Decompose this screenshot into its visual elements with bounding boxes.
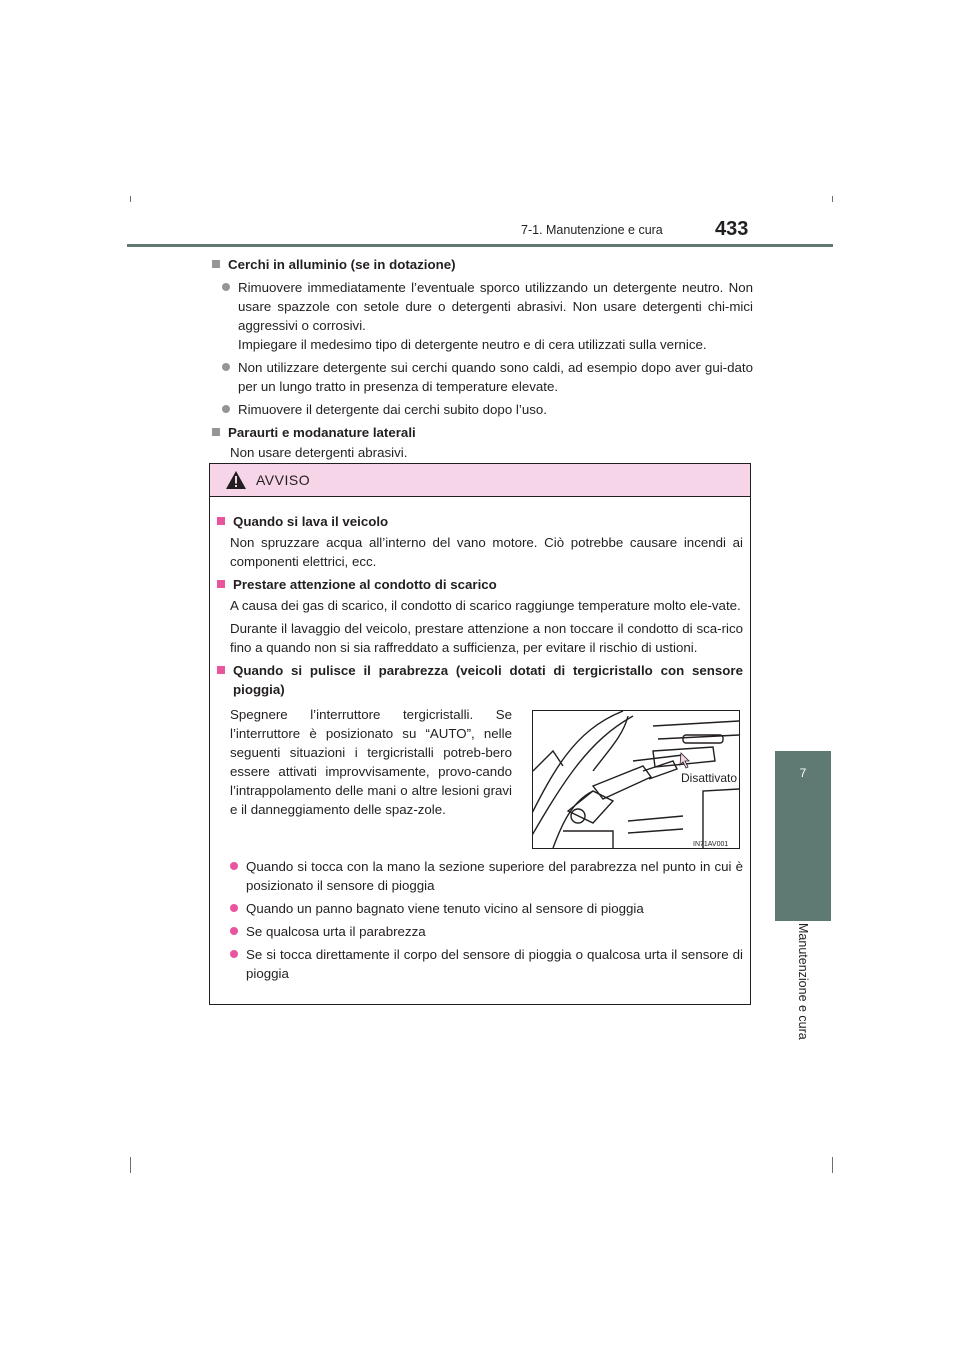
warning-heading-2: Prestare attenzione al condotto di scarico — [233, 577, 497, 592]
alloy-bullet-1-extra: Impiegare il medesimo tipo di detergente neutro e di cera utilizzati sulla vernice. — [238, 337, 707, 352]
figure-section — [217, 705, 743, 853]
alloy-bullet-1: Rimuovere immediatamente l’eventuale sporco utilizzando un detergente neutro. Non usare spazzole con setole dure o detergenti abrasivi. Non usare detergenti chi-mici aggressivi o corrosivi. — [238, 280, 753, 333]
warning-text: Durante il lavaggio del veicolo, prestare attenzione a non toccare il condotto di sca-rico fino a quando non si sia raffreddato a sufficienza, per evitare il rischio di ustioni. — [230, 621, 743, 655]
square-bullet-icon — [212, 260, 220, 268]
chapter-number: 7 — [799, 766, 807, 780]
warning-bullet-4: Se si tocca direttamente il corpo del sensore di pioggia o qualcosa urta il sensore di pioggia — [246, 947, 743, 981]
warning-bullet-3: Se qualcosa urta il parabrezza — [246, 924, 426, 939]
warning-heading-row — [217, 512, 743, 531]
warning-heading-row — [217, 661, 743, 699]
circle-bullet-icon — [230, 950, 238, 958]
chapter-tab — [775, 751, 831, 921]
circle-bullet-icon — [222, 405, 230, 413]
main-content — [212, 252, 753, 462]
warning-triangle-icon — [225, 470, 247, 490]
warning-bullet-2: Quando un panno bagnato viene tenuto vicino al sensore di pioggia — [246, 901, 644, 916]
page-number: 433 — [715, 218, 749, 240]
figure-label: Disattivato — [681, 771, 738, 785]
warning-bullet-1: Quando si tocca con la mano la sezione superiore del parabrezza nel punto in cui è posizionato il sensore di pioggia — [246, 859, 743, 893]
bumper-heading-row — [212, 423, 753, 442]
alloy-bullet-2: Non utilizzare detergente sui cerchi quando sono caldi, ad esempio dopo aver gui-dato per un lungo tratto in presenza di temperature elevate. — [238, 360, 753, 394]
square-bullet-icon — [217, 580, 225, 588]
warning-header — [210, 464, 750, 497]
bumper-heading: Paraurti e modanature laterali — [228, 425, 416, 440]
square-bullet-icon — [217, 666, 225, 674]
crop-mark — [832, 196, 833, 202]
wiper-switch-figure — [532, 710, 740, 849]
list-item — [222, 358, 753, 396]
warning-body — [217, 508, 743, 983]
list-item — [230, 945, 743, 983]
alloy-heading-row — [212, 255, 753, 274]
crop-mark — [832, 1157, 833, 1173]
list-item — [222, 400, 753, 419]
circle-bullet-icon — [230, 862, 238, 870]
circle-bullet-icon — [222, 283, 230, 291]
circle-bullet-icon — [222, 363, 230, 371]
figure-code: IN71AV001 — [693, 841, 729, 848]
list-item — [230, 899, 743, 918]
list-item — [230, 857, 743, 895]
crop-mark — [130, 1157, 131, 1173]
crop-mark — [130, 196, 131, 202]
warning-heading-row — [217, 575, 743, 594]
warning-heading-3: Quando si pulisce il parabrezza (veicoli dotati di tergicristallo con sensore pioggia) — [233, 663, 743, 697]
warning-title: AVVISO — [256, 472, 311, 488]
warning-box — [209, 463, 751, 1005]
bumper-text: Non usare detergenti abrasivi. — [230, 445, 408, 460]
warning-text: Spegnere l’interruttore tergicristalli. Se l’interruttore è posizionato su “AUTO”, nelle seguenti situazioni i tergicristalli potreb-bero essere attivati improvvisamente, provo-cando l’intrappolamento delle mani o altre lesioni gravi e il danneggiamento delle spaz-zole. — [230, 707, 512, 817]
warning-text: A causa dei gas di scarico, il condotto di scarico raggiunge temperature molto ele-vate. — [230, 598, 741, 613]
chapter-title: Manutenzione e cura — [796, 923, 810, 1040]
circle-bullet-icon — [230, 904, 238, 912]
square-bullet-icon — [217, 517, 225, 525]
alloy-heading: Cerchi in alluminio (se in dotazione) — [228, 257, 456, 272]
warning-heading-1: Quando si lava il veicolo — [233, 514, 389, 529]
section-title: 7-1. Manutenzione e cura — [521, 223, 663, 237]
list-item — [222, 278, 753, 354]
alloy-bullet-3: Rimuovere il detergente dai cerchi subito dopo l’uso. — [238, 402, 547, 417]
warning-text: Non spruzzare acqua all’interno del vano motore. Ciò potrebbe causare incendi ai componenti elettrici, ecc. — [230, 535, 743, 569]
header-rule — [127, 244, 833, 247]
circle-bullet-icon — [230, 927, 238, 935]
list-item — [230, 922, 743, 941]
square-bullet-icon — [212, 428, 220, 436]
